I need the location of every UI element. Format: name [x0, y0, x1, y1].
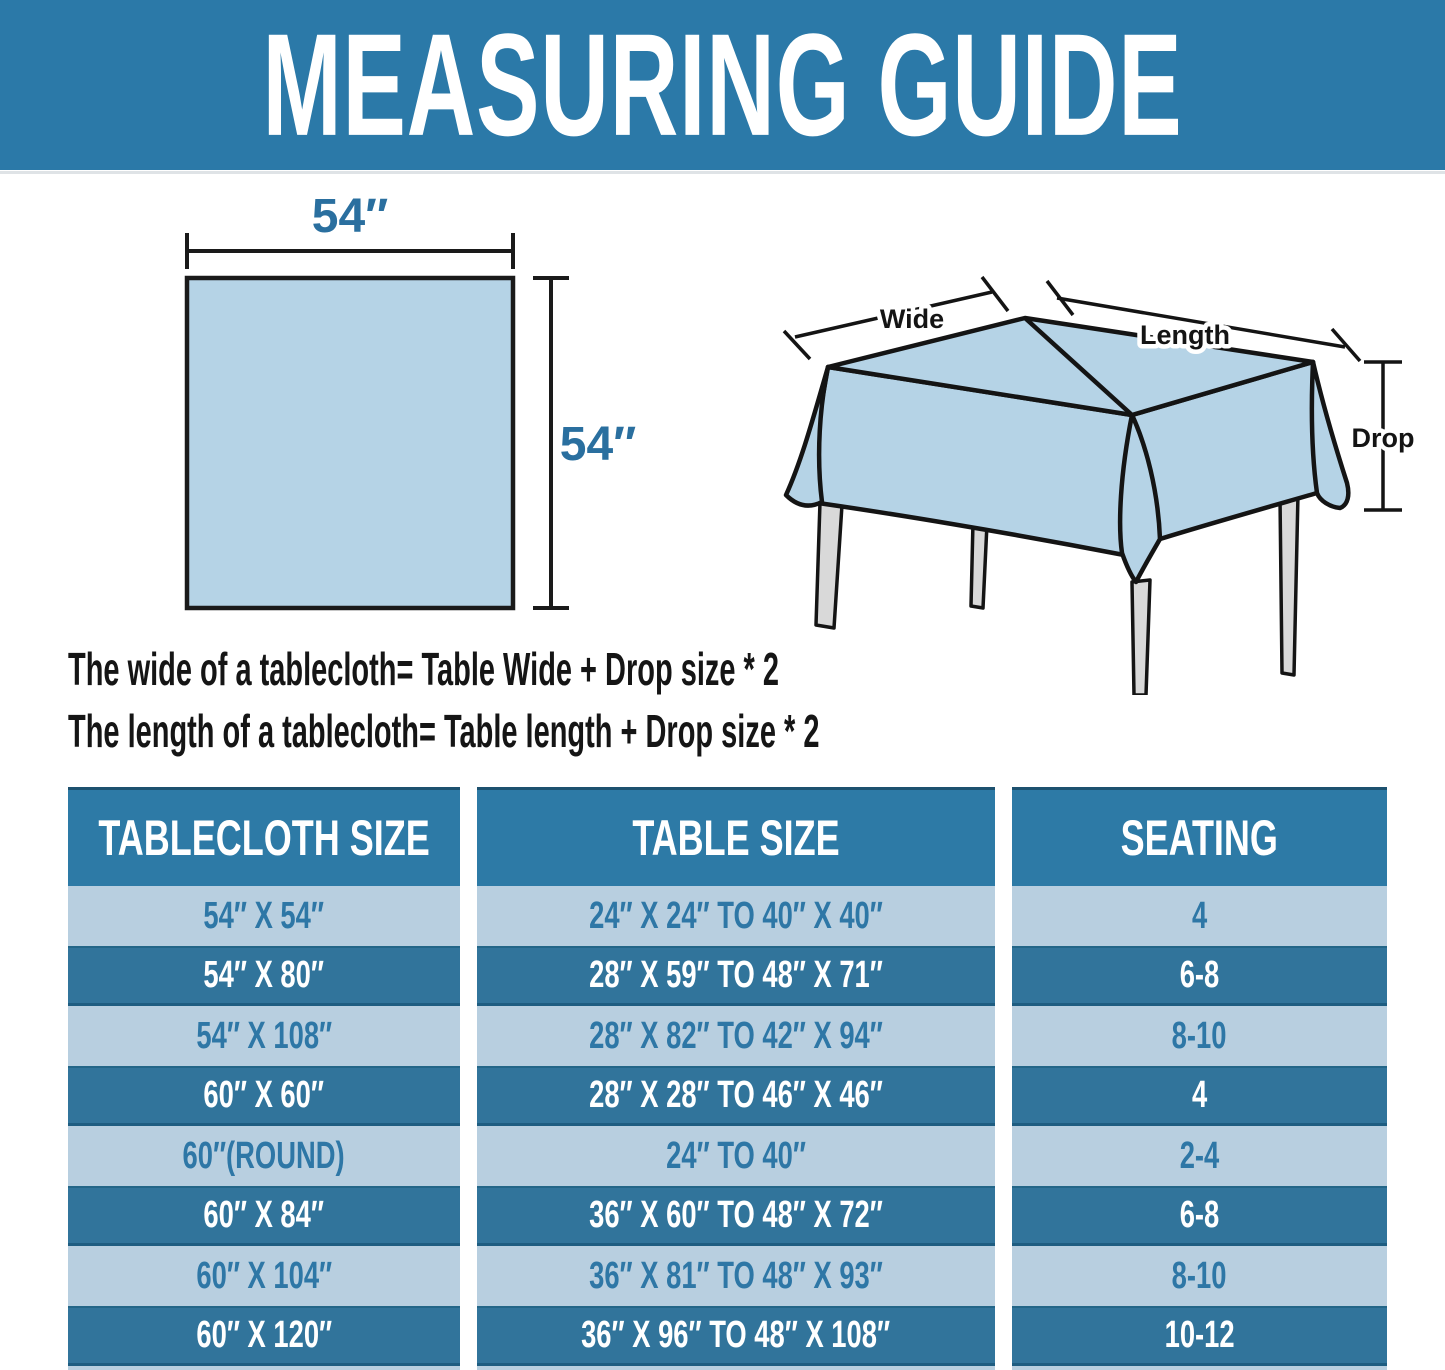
- column-header-seating: [1012, 787, 1387, 886]
- table-cell-table-size: [477, 1006, 995, 1066]
- cell-value: 4: [1191, 1074, 1208, 1116]
- square-width-label: 54″: [311, 190, 389, 243]
- table-cell-seating: [1012, 1006, 1387, 1066]
- table-cell-table-size: [477, 1066, 995, 1126]
- drop-label: Drop: [1351, 423, 1415, 453]
- tablecloth-square: [187, 278, 513, 608]
- page-title: MEASURING GUIDE: [262, 2, 1183, 167]
- formula-length-text: The length of a tablecloth= Table length + Drop size * 2: [68, 705, 820, 757]
- column-header-tablecloth-size: [68, 787, 460, 886]
- cell-value: 36″ X 60″ TO 48″ X 72″: [589, 1194, 883, 1236]
- column-header-table-size: [477, 787, 995, 886]
- table-cell-tablecloth-size: [68, 946, 460, 1006]
- table-cell-table-size: [477, 886, 995, 946]
- formula-wide: [68, 643, 1197, 695]
- table-cell-seating: [1012, 946, 1387, 1006]
- sizing-table: [68, 787, 1387, 1370]
- table-cell-seating: [1012, 886, 1387, 946]
- banner-divider: [0, 171, 1445, 174]
- table-cell-tablecloth-size: [68, 886, 460, 946]
- table-cell-table-size: [477, 1126, 995, 1186]
- table-cell-seating: [1012, 1186, 1387, 1246]
- cell-value: 24″ X 24″ TO 40″ X 40″: [589, 894, 883, 937]
- cell-value: 54″ X 54″: [203, 894, 325, 937]
- table-cell-tablecloth-size: [68, 1126, 460, 1186]
- table-cell-table-size: [477, 1246, 995, 1306]
- square-height-label: 54″: [559, 418, 637, 471]
- cell-value: 60″ X 84″: [203, 1194, 325, 1236]
- wide-label: Wide: [879, 304, 945, 334]
- table-illustration: [770, 255, 1430, 695]
- cell-value: 10-12: [1164, 1314, 1235, 1356]
- cell-value: 36″ X 96″ TO 48″ X 108″: [581, 1314, 891, 1356]
- header-banner: [0, 0, 1445, 170]
- cell-value: 60″(ROUND): [182, 1134, 346, 1177]
- column-header-label: TABLECLOTH SIZE: [98, 810, 430, 866]
- cell-value: 4: [1191, 894, 1208, 937]
- table-cell-tablecloth-size: [68, 1186, 460, 1246]
- cell-value: 2-4: [1179, 1134, 1220, 1177]
- table-cell-table-size: [477, 1186, 995, 1246]
- cell-value: 60″ X 60″: [203, 1074, 325, 1116]
- cell-value: 28″ X 82″ TO 42″ X 94″: [589, 1014, 883, 1057]
- formula-wide-text: The wide of a tablecloth= Table Wide + Drop size * 2: [68, 643, 779, 695]
- column-header-label: SEATING: [1120, 810, 1279, 866]
- column-header-label: TABLE SIZE: [632, 810, 840, 866]
- cell-value: 36″ X 81″ TO 48″ X 93″: [589, 1254, 883, 1297]
- table-cell-table-size: [477, 1306, 995, 1366]
- cell-value: 54″ X 108″: [196, 1014, 332, 1057]
- cell-value: 8-10: [1172, 1014, 1227, 1057]
- cell-value: 28″ X 28″ TO 46″ X 46″: [589, 1074, 883, 1116]
- tablecloth-square-diagram: [120, 180, 680, 650]
- cell-value: 24″ TO 40″: [666, 1134, 806, 1177]
- table-cell-seating: [1012, 1126, 1387, 1186]
- table-cell-tablecloth-size: [68, 1246, 460, 1306]
- table-cell-table-size: [477, 946, 995, 1006]
- table-bottom-strip: [68, 1366, 460, 1370]
- table-cell-seating: [1012, 1306, 1387, 1366]
- table-bottom-strip: [1012, 1366, 1387, 1370]
- table-cell-tablecloth-size: [68, 1306, 460, 1366]
- table-cell-tablecloth-size: [68, 1006, 460, 1066]
- table-cell-seating: [1012, 1066, 1387, 1126]
- cell-value: 60″ X 120″: [196, 1314, 332, 1356]
- cell-value: 8-10: [1172, 1254, 1227, 1297]
- cell-value: 28″ X 59″ TO 48″ X 71″: [589, 954, 883, 996]
- length-label: Length: [1140, 320, 1230, 350]
- cell-value: 6-8: [1179, 1194, 1220, 1236]
- table-cell-seating: [1012, 1246, 1387, 1306]
- table-cell-tablecloth-size: [68, 1066, 460, 1126]
- cell-value: 54″ X 80″: [203, 954, 325, 996]
- table-bottom-strip: [477, 1366, 995, 1370]
- cell-value: 60″ X 104″: [196, 1254, 332, 1297]
- formula-length: [68, 705, 1261, 757]
- tablecloth-drape: [786, 318, 1348, 582]
- cell-value: 6-8: [1179, 954, 1220, 996]
